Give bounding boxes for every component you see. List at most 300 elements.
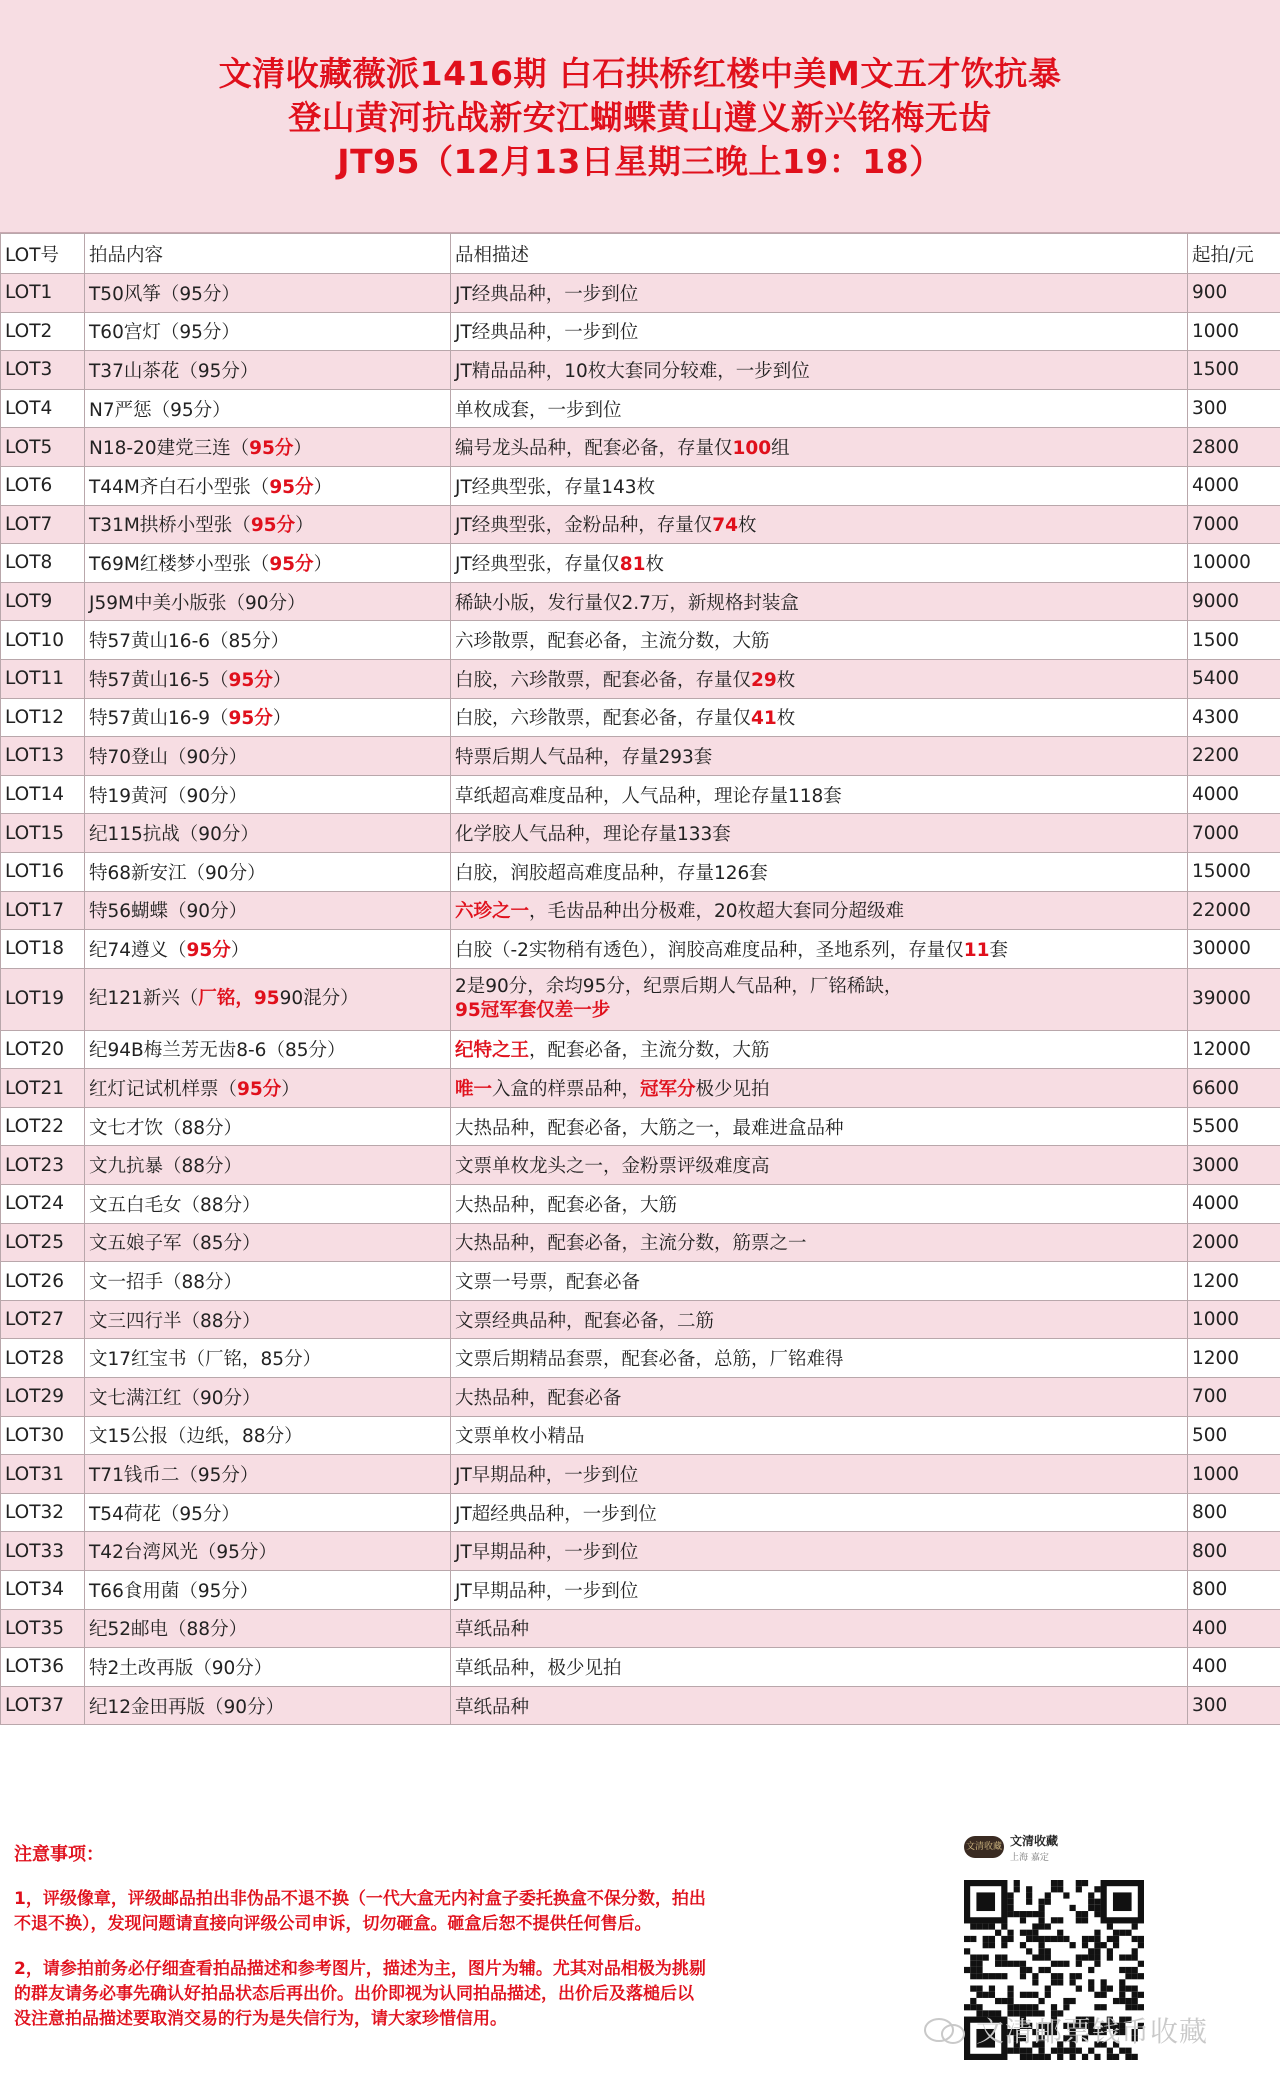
cell-text: 90混分）	[279, 988, 359, 1010]
lot-number: LOT10	[1, 621, 85, 660]
cell-text: JT经典品种，一步到位	[455, 283, 639, 305]
lot-start-price: 12000	[1188, 1030, 1280, 1069]
highlight-text: 95分	[228, 669, 273, 691]
cell-text: 大热品种，配套必备，大筋之一，最难进盒品种	[455, 1117, 844, 1139]
lot-number: LOT4	[1, 389, 85, 428]
lot-description	[451, 1532, 1188, 1571]
cell-text: 白胶，六珍散票，配套必备，存量仅	[455, 669, 752, 691]
lot-start-price: 4000	[1188, 466, 1280, 505]
table-row	[1, 582, 1280, 621]
brand-name: 文清收藏	[1010, 1834, 1059, 1848]
cell-text: T31M拱桥小型张（	[89, 515, 251, 537]
lot-description	[451, 1300, 1188, 1339]
cell-text: 文七满江红（90分）	[89, 1387, 261, 1409]
lot-description	[451, 968, 1188, 1030]
cell-text: JT早期品种，一步到位	[455, 1465, 639, 1487]
lot-item	[85, 1378, 451, 1417]
table-row	[1, 698, 1280, 737]
cell-text: JT经典型张，存量仅	[455, 553, 620, 575]
lot-description	[451, 544, 1188, 583]
lot-number: LOT31	[1, 1455, 85, 1494]
table-row	[1, 312, 1280, 351]
cell-text: 纪121新兴（	[89, 988, 199, 1010]
note-1	[14, 1887, 814, 1937]
cell-text: ）	[293, 438, 312, 460]
table-row	[1, 1262, 1280, 1301]
lot-start-price: 7000	[1188, 814, 1280, 853]
lot-start-price: 400	[1188, 1609, 1280, 1648]
lot-item	[85, 1069, 451, 1108]
note-2-line-3: 没注意拍品描述要取消交易的行为是失信行为，请大家珍惜信用。	[14, 2009, 507, 2029]
highlight-text: 41	[751, 708, 777, 730]
cell-text: 文九抗暴（88分）	[89, 1156, 243, 1178]
lot-number: LOT36	[1, 1648, 85, 1687]
cell-text: 文七才饮（88分）	[89, 1117, 243, 1139]
lot-number: LOT2	[1, 312, 85, 351]
lot-start-price: 1200	[1188, 1262, 1280, 1301]
lot-item	[85, 737, 451, 776]
lot-description	[451, 1378, 1188, 1417]
cell-text: JT经典型张，金粉品种，存量仅	[455, 515, 713, 537]
cell-text: 组	[771, 438, 790, 460]
header-lot: LOT号	[1, 234, 85, 274]
title-line-3: JT95（12月13日星期三晚上19：18）	[337, 142, 943, 181]
cell-text: 特70登山（90分）	[89, 746, 248, 768]
cell-text: 特57黄山16-5（	[89, 669, 229, 691]
cell-text: T42台湾风光（95分）	[89, 1542, 277, 1564]
lot-number: LOT25	[1, 1223, 85, 1262]
page-header	[0, 0, 1280, 233]
lot-number: LOT37	[1, 1686, 85, 1725]
cell-text: 特68新安江（90分）	[89, 862, 266, 884]
lot-number: LOT30	[1, 1416, 85, 1455]
lot-number: LOT3	[1, 351, 85, 390]
lot-item	[85, 1609, 451, 1648]
lot-item	[85, 1185, 451, 1224]
table-row	[1, 1030, 1280, 1069]
lot-number: LOT33	[1, 1532, 85, 1571]
cell-text: T44M齐白石小型张（	[89, 476, 270, 498]
cell-text: 枚	[645, 553, 665, 575]
highlight-text: 95分	[237, 1079, 282, 1101]
cell-text: 纪94B梅兰芳无齿8-6（85分）	[89, 1040, 346, 1062]
lot-description	[451, 1223, 1188, 1262]
lot-start-price: 800	[1188, 1493, 1280, 1532]
lot-description	[451, 389, 1188, 428]
lot-start-price: 500	[1188, 1416, 1280, 1455]
highlight-text: 95分	[269, 476, 314, 498]
table-row	[1, 505, 1280, 544]
highlight-text: 100	[732, 438, 772, 460]
highlight-text: 95冠军套仅差一步	[455, 1000, 611, 1022]
table-row	[1, 1455, 1280, 1494]
cell-text: 文票一号票，配套必备	[455, 1272, 641, 1294]
lot-description	[451, 737, 1188, 776]
lot-number: LOT24	[1, 1185, 85, 1224]
lot-description	[451, 1686, 1188, 1725]
lot-description	[451, 274, 1188, 313]
lot-item	[85, 659, 451, 698]
cell-text: 文五白毛女（88分）	[89, 1194, 261, 1216]
highlight-text: 29	[751, 669, 777, 691]
lot-start-price: 800	[1188, 1571, 1280, 1610]
cell-text: 文三四行半（88分）	[89, 1310, 261, 1332]
highlight-text: 95分	[228, 708, 273, 730]
highlight-text: 81	[619, 553, 646, 575]
lot-item	[85, 775, 451, 814]
lot-item	[85, 1107, 451, 1146]
lot-start-price: 4300	[1188, 698, 1280, 737]
cell-text: JT早期品种，一步到位	[455, 1580, 639, 1602]
cell-text: 白胶（-2实物稍有透色），润胶高难度品种，圣地系列，存量仅	[455, 939, 964, 961]
cell-text: 枚	[776, 669, 796, 691]
lot-item	[85, 351, 451, 390]
lot-description	[451, 312, 1188, 351]
cell-text: 极少见拍	[695, 1079, 770, 1101]
table-row	[1, 814, 1280, 853]
cell-text: 化学胶人气品种，理论存量133套	[455, 824, 731, 846]
highlight-text: 74	[712, 515, 739, 537]
table-row	[1, 1223, 1280, 1262]
table-row	[1, 466, 1280, 505]
lot-item	[85, 1532, 451, 1571]
cell-text: JT精品品种，10枚大套同分较难，一步到位	[455, 360, 810, 382]
lot-item	[85, 1455, 451, 1494]
lot-start-price: 1500	[1188, 351, 1280, 390]
lot-start-price: 1500	[1188, 621, 1280, 660]
cell-text: JT早期品种，一步到位	[455, 1542, 639, 1564]
lot-start-price: 300	[1188, 389, 1280, 428]
cell-text: 特57黄山16-6（85分）	[89, 631, 290, 653]
lot-description	[451, 659, 1188, 698]
lot-item	[85, 505, 451, 544]
cell-text: 大热品种，配套必备，主流分数，筋票之一	[455, 1233, 807, 1255]
lot-start-price: 7000	[1188, 505, 1280, 544]
table-row	[1, 1378, 1280, 1417]
lot-number: LOT6	[1, 466, 85, 505]
cell-text: 套	[989, 939, 1008, 961]
cell-text: N18-20建党三连（	[89, 438, 250, 460]
brand-header	[958, 1832, 1188, 1868]
highlight-text: 唯一	[455, 1079, 493, 1101]
cell-text: 草纸品种，极少见拍	[455, 1657, 622, 1679]
lot-item	[85, 1030, 451, 1069]
lot-item	[85, 582, 451, 621]
highlight-text: 95分	[249, 438, 294, 460]
lot-start-price: 5500	[1188, 1107, 1280, 1146]
table-row	[1, 1416, 1280, 1455]
cell-text: 大热品种，配套必备，大筋	[455, 1194, 678, 1216]
cell-text: T60宫灯（95分）	[89, 322, 240, 344]
lot-number: LOT13	[1, 737, 85, 776]
cell-text: 文票后期精品套票，配套必备，总筋，厂铭难得	[455, 1349, 844, 1371]
lot-description	[451, 930, 1188, 969]
lot-description	[451, 852, 1188, 891]
cell-text: ）	[281, 1079, 300, 1101]
lot-description	[451, 1416, 1188, 1455]
brand-logo: 文清收藏	[964, 1836, 1004, 1858]
cell-text: 枚	[776, 708, 796, 730]
table-row	[1, 659, 1280, 698]
cell-text: ，配套必备，主流分数，大筋	[529, 1040, 770, 1062]
lot-description	[451, 1107, 1188, 1146]
lot-start-price: 800	[1188, 1532, 1280, 1571]
table-row	[1, 1532, 1280, 1571]
lot-number: LOT14	[1, 775, 85, 814]
lot-description	[451, 582, 1188, 621]
lot-start-price: 4000	[1188, 775, 1280, 814]
lot-start-price: 15000	[1188, 852, 1280, 891]
highlight-text: 六珍之一	[455, 901, 530, 923]
table-row	[1, 1300, 1280, 1339]
lot-description	[451, 1069, 1188, 1108]
cell-text: T54荷花（95分）	[89, 1503, 240, 1525]
cell-text: 纪115抗战（90分）	[89, 824, 259, 846]
table-row	[1, 891, 1280, 930]
lot-description	[451, 891, 1188, 930]
table-row	[1, 1571, 1280, 1610]
lot-item	[85, 1223, 451, 1262]
lot-number: LOT19	[1, 968, 85, 1030]
lot-description	[451, 814, 1188, 853]
highlight-text: 冠军分	[640, 1079, 696, 1101]
table-row	[1, 1339, 1280, 1378]
table-row	[1, 1686, 1280, 1725]
highlight-text: 11	[963, 939, 990, 961]
table-row	[1, 544, 1280, 583]
lot-number: LOT9	[1, 582, 85, 621]
lot-number: LOT22	[1, 1107, 85, 1146]
lot-table	[0, 233, 1280, 1725]
lot-description	[451, 621, 1188, 660]
cell-text: 纪74遵义（	[89, 939, 187, 961]
lot-start-price: 300	[1188, 1686, 1280, 1725]
cell-text: 白胶，六珍散票，配套必备，存量仅	[455, 708, 752, 730]
cell-text: T50风筝（95分）	[89, 283, 240, 305]
lot-item	[85, 312, 451, 351]
lot-item	[85, 1648, 451, 1687]
lot-description	[451, 1571, 1188, 1610]
table-row	[1, 428, 1280, 467]
lot-description	[451, 1146, 1188, 1185]
lot-item	[85, 891, 451, 930]
table-row	[1, 775, 1280, 814]
lot-number: LOT28	[1, 1339, 85, 1378]
cell-text: JT经典型张，存量143枚	[455, 476, 656, 498]
cell-text: 草纸品种	[455, 1619, 530, 1641]
cell-text: T69M红楼梦小型张（	[89, 553, 270, 575]
lot-description	[451, 505, 1188, 544]
table-row	[1, 737, 1280, 776]
cell-text: ）	[295, 515, 314, 537]
lot-description	[451, 1030, 1188, 1069]
lot-number: LOT1	[1, 274, 85, 313]
lot-description	[451, 1339, 1188, 1378]
cell-text: 文一招手（88分）	[89, 1272, 243, 1294]
lot-item	[85, 968, 451, 1030]
lot-start-price: 4000	[1188, 1185, 1280, 1224]
cell-text: 入盒的样票品种，	[492, 1079, 641, 1101]
lot-start-price: 700	[1188, 1378, 1280, 1417]
lot-item	[85, 389, 451, 428]
lot-number: LOT7	[1, 505, 85, 544]
cell-text: JT经典品种，一步到位	[455, 322, 639, 344]
header-start-price: 起拍/元	[1188, 234, 1280, 274]
cell-text: 文15公报（边纸，88分）	[89, 1426, 303, 1448]
lot-number: LOT23	[1, 1146, 85, 1185]
table-row	[1, 1069, 1280, 1108]
cell-text: ）	[272, 669, 292, 691]
cell-text: 文票经典品种，配套必备，二筋	[455, 1310, 715, 1332]
lot-number: LOT20	[1, 1030, 85, 1069]
lot-item	[85, 1686, 451, 1725]
highlight-text: 厂铭，95	[198, 988, 280, 1010]
cell-text: ）	[272, 708, 292, 730]
lot-number: LOT8	[1, 544, 85, 583]
cell-text: 特56蝴蝶（90分）	[89, 901, 248, 923]
table-row	[1, 1146, 1280, 1185]
lot-number: LOT12	[1, 698, 85, 737]
title-line-1: 文清收藏薇派1416期 白石拱桥红楼中美M文五才饮抗暴	[218, 54, 1062, 93]
lot-number: LOT27	[1, 1300, 85, 1339]
lot-item	[85, 1146, 451, 1185]
lot-item	[85, 1571, 451, 1610]
table-row	[1, 351, 1280, 390]
cell-text: 白胶，润胶超高难度品种，存量126套	[455, 862, 768, 884]
lot-description	[451, 428, 1188, 467]
lot-start-price: 9000	[1188, 582, 1280, 621]
table-row	[1, 1609, 1280, 1648]
cell-text: ）	[230, 939, 250, 961]
lot-number: LOT29	[1, 1378, 85, 1417]
highlight-text: 纪特之王	[455, 1040, 530, 1062]
highlight-text: 95分	[269, 553, 314, 575]
cell-text: J59M中美小版张（90分）	[89, 592, 306, 614]
lot-start-price: 3000	[1188, 1146, 1280, 1185]
table-row	[1, 930, 1280, 969]
lot-item	[85, 1416, 451, 1455]
lot-number: LOT34	[1, 1571, 85, 1610]
note-2	[14, 1957, 814, 2032]
lot-start-price: 30000	[1188, 930, 1280, 969]
header-description: 品相描述	[451, 234, 1188, 274]
lot-start-price: 400	[1188, 1648, 1280, 1687]
lot-description	[451, 1262, 1188, 1301]
lot-start-price: 1000	[1188, 1300, 1280, 1339]
lot-start-price: 22000	[1188, 891, 1280, 930]
table-header-row	[1, 234, 1280, 274]
table-row	[1, 1185, 1280, 1224]
cell-text: ）	[313, 476, 333, 498]
cell-text: N7严惩（95分）	[89, 399, 231, 421]
cell-text: 特票后期人气品种，存量293套	[455, 746, 713, 768]
highlight-text: 95分	[250, 515, 296, 537]
lot-number: LOT21	[1, 1069, 85, 1108]
lot-item	[85, 1262, 451, 1301]
lot-start-price: 10000	[1188, 544, 1280, 583]
lot-number: LOT11	[1, 659, 85, 698]
lot-item	[85, 428, 451, 467]
note-2-line-2: 的群友请务必事先确认好拍品状态后再出价。出价即视为认同拍品描述，出价后及落槌后以	[14, 1984, 694, 2004]
cell-text: 2是90分，余均95分，纪票后期人气品种，厂铭稀缺，	[455, 976, 903, 998]
cell-text: 纪52邮电（88分）	[89, 1619, 248, 1641]
note-2-line-1: 2，请参拍前务必仔细查看拍品描述和参考图片，描述为主，图片为辅。尤其对品相极为挑剔	[14, 1959, 706, 1979]
cell-text: 文票单枚小精品	[455, 1426, 585, 1448]
note-1-line-2: 不退不换），发现问题请直接向评级公司申诉，切勿砸盒。砸盒后恕不提供任何售后。	[14, 1914, 652, 1934]
cell-text: 六珍散票，配套必备，主流分数，大筋	[455, 631, 770, 653]
lot-description	[451, 466, 1188, 505]
lot-start-price: 1000	[1188, 312, 1280, 351]
cell-text: 文17红宝书（厂铭，85分）	[89, 1349, 322, 1371]
lot-number: LOT18	[1, 930, 85, 969]
note-1-line-1: 1，评级像章，评级邮品拍出非伪品不退不换（一代大盒无内衬盒子委托换盒不保分数，拍出	[14, 1889, 706, 1909]
lot-item	[85, 1493, 451, 1532]
cell-text: 文票单枚龙头之一，金粉票评级难度高	[455, 1156, 770, 1178]
brand-subtitle: 上海 嘉定	[1010, 1853, 1049, 1863]
cell-text: 稀缺小版，发行量仅2.7万，新规格封装盒	[455, 592, 799, 614]
cell-text: T66食用菌（95分）	[89, 1580, 259, 1602]
lot-number: LOT17	[1, 891, 85, 930]
lot-item	[85, 466, 451, 505]
lot-number: LOT16	[1, 852, 85, 891]
lot-item	[85, 698, 451, 737]
lot-start-price: 39000	[1188, 968, 1280, 1030]
lot-start-price: 6600	[1188, 1069, 1280, 1108]
table-body	[1, 274, 1280, 1725]
lot-description	[451, 1493, 1188, 1532]
lot-description	[451, 351, 1188, 390]
table-row	[1, 621, 1280, 660]
lot-item	[85, 544, 451, 583]
table-row	[1, 968, 1280, 1030]
wechat-icon	[922, 2016, 968, 2046]
lot-description	[451, 1648, 1188, 1687]
cell-text: 特57黄山16-9（	[89, 708, 229, 730]
cell-text: ）	[313, 553, 333, 575]
cell-text: 特19黄河（90分）	[89, 785, 248, 807]
cell-text: 编号龙头品种，配套必备，存量仅	[455, 438, 733, 460]
lot-item	[85, 621, 451, 660]
header-item: 拍品内容	[85, 234, 451, 274]
lot-start-price: 2000	[1188, 1223, 1280, 1262]
cell-text: 大热品种，配套必备	[455, 1387, 622, 1409]
lot-description	[451, 1609, 1188, 1648]
cell-text: 红灯记试机样票（	[89, 1079, 238, 1101]
lot-start-price: 2800	[1188, 428, 1280, 467]
title-line-2: 登山黄河抗战新安江蝴蝶黄山遵义新兴铭梅无齿	[288, 98, 992, 137]
lot-start-price: 1200	[1188, 1339, 1280, 1378]
lot-number: LOT15	[1, 814, 85, 853]
lot-description	[451, 1455, 1188, 1494]
cell-text: ，毛齿品种出分极难，20枚超大套同分超级难	[529, 901, 905, 923]
lot-start-price: 2200	[1188, 737, 1280, 776]
cell-text: 草纸品种	[455, 1696, 530, 1718]
cell-text: 草纸超高难度品种，人气品种，理论存量118套	[455, 785, 842, 807]
table-row	[1, 389, 1280, 428]
table-row	[1, 274, 1280, 313]
lot-start-price: 1000	[1188, 1455, 1280, 1494]
table-row	[1, 852, 1280, 891]
lot-description	[451, 775, 1188, 814]
cell-text: 特2土改再版（90分）	[89, 1657, 273, 1679]
lot-item	[85, 930, 451, 969]
cell-text: 单枚成套，一步到位	[455, 399, 622, 421]
lot-item	[85, 1339, 451, 1378]
lot-item	[85, 852, 451, 891]
cell-text: 纪12金田再版（90分）	[89, 1696, 285, 1718]
cell-text: 文五娘子军（85分）	[89, 1233, 261, 1255]
lot-item	[85, 1300, 451, 1339]
